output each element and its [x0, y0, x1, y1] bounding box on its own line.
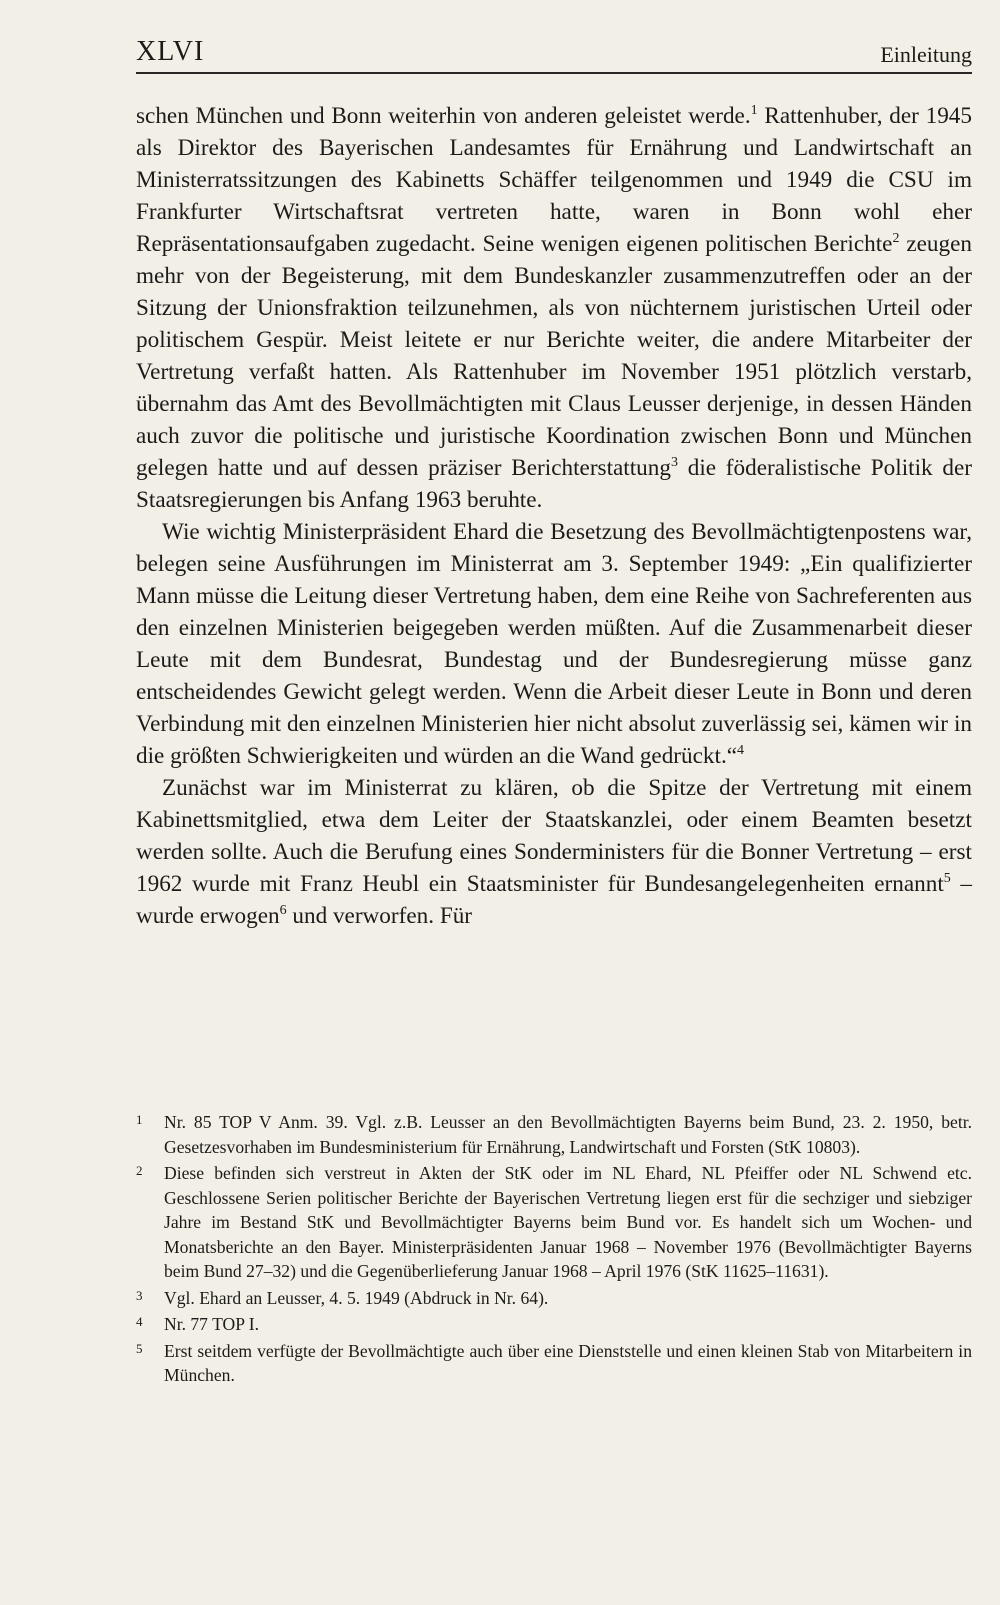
text-run: zeugen mehr von der Begeisterung, mit dem Bundeskanzler zusammenzutreffen oder an der Sitzung der Unionsfraktion teilzunehmen, als von nüchternem juristischen Urteil oder politischem Gespür. Meist leitete er nur Berichte weiter, die andere Mitarbeiter der Vertretung verfaßt hatten. Als Rattenhuber im November 1951 plötzlich verstarb, übernahm das Amt des Bevollmächtigten mit Claus Leusser derjenige, in dessen Händen auch zuvor die politische und juristische Koordination zwischen Bonn und München gelegen hatte und auf dessen präziser Berichterstattung: [136, 231, 972, 481]
main-text: [136, 100, 972, 932]
footnote-text: Diese befinden sich verstreut in Akten der StK oder im NL Ehard, NL Pfeiffer oder NL Schwend etc. Geschlossene Serien politischer Berichte der Bayerischen Vertretung liegen erst für die sechziger und siebziger Jahre im Bestand StK und Bevollmächtigter Bayerns beim Bund vor. Es handelt sich um Wochen- und Monatsberichte an den Bayer. Ministerpräsidenten Januar 1968 – November 1976 (Bevollmächtigter Bayerns beim Bund 27–32) und die Gegenüberlieferung Januar 1968 – April 1976 (StK 11625–11631).: [164, 1163, 972, 1281]
footnote-number: 1: [136, 1112, 143, 1127]
footnote-ref: 2: [892, 231, 900, 246]
running-head: Einleitung: [880, 42, 972, 67]
text-run: und verworfen. Für: [286, 903, 473, 929]
footnote-text: Erst seitdem verfügte der Bevollmächtigte auch über eine Dienststelle und einen kleinen Stab von Mitarbeitern in München.: [164, 1340, 972, 1385]
footnote-number: 2: [136, 1163, 143, 1178]
footnote-ref: 3: [670, 455, 678, 470]
text-run: – wurde erwogen: [136, 871, 972, 929]
footnote-text: Nr. 85 TOP V Anm. 39. Vgl. z.B. Leusser an den Bevollmächtigten Bayerns beim Bund, 23. 2. 1950, betr. Gesetzesvorhaben im Bundesministerium für Ernährung, Landwirtschaft und Forsten (StK 10803).: [164, 1112, 972, 1157]
footnote: [136, 1286, 972, 1311]
text-run: die föderalistische Politik der Staatsregierungen bis Anfang 1963 beruhte.: [136, 455, 972, 513]
page-header: [136, 28, 972, 74]
footnote-ref: 5: [943, 871, 951, 886]
text-run: Zunächst war im Ministerrat zu klären, ob die Spitze der Vertretung mit einem Kabinettsmitglied, etwa dem Leiter der Staatskanzlei, oder einem Beamten besetzt werden sollte. Auch die Berufung eines Sonderministers für die Bonner Vertretung – erst 1962 wurde mit Franz Heubl ein Staatsminister für Bundesangelegenheiten ernannt: [136, 775, 972, 897]
paragraph-2: [136, 516, 972, 772]
footnote: [136, 1110, 972, 1159]
paragraph-1: [136, 100, 972, 516]
footnote-ref: 4: [737, 743, 745, 758]
paragraph-3: [136, 772, 972, 932]
footnote-number: 3: [136, 1287, 143, 1303]
text-run: schen München und Bonn weiterhin von anderen geleistet werde.: [136, 103, 751, 129]
footnote-ref: 6: [279, 903, 287, 918]
footnotes: [136, 1110, 972, 1390]
footnote: [136, 1161, 972, 1284]
footnote: [136, 1312, 972, 1337]
footnote-number: 4: [136, 1314, 143, 1329]
text-run: Wie wichtig Ministerpräsident Ehard die Besetzung des Bevollmächtigtenpostens war, belegen seine Ausführungen im Ministerrat am 3. September 1949: „Ein qualifizierter Mann müsse die Leitung dieser Vertretung haben, dem eine Reihe von Sachreferenten aus den einzelnen Ministerien beigegeben werden müßten. Auf die Zusammenarbeit dieser Leute mit dem Bundesrat, Bundestag und der Bundesregierung müsse ganz entscheidendes Gewicht gelegt werden. Wenn die Arbeit dieser Leute in Bonn und deren Verbindung mit den einzelnen Ministerien hier nicht absolut zuverlässig sei, kämen wir in die größten Schwierigkeiten und würden an die Wand gedrückt.“: [136, 519, 972, 769]
footnote-text: Vgl. Ehard an Leusser, 4. 5. 1949 (Abdruck in Nr. 64).: [164, 1287, 549, 1308]
page-number: XLVI: [136, 36, 205, 67]
footnote: [136, 1339, 972, 1388]
footnote-ref: 1: [750, 103, 758, 118]
footnote-number: 5: [136, 1340, 143, 1356]
text-run: Rattenhuber, der 1945 als Direktor des Bayerischen Landesamtes für Ernährung und Landwirtschaft an Ministerratssitzungen des Kabinetts Schäffer teilgenommen und 1949 die CSU im Frankfurter Wirtschaftsrat vertreten hatte, waren in Bonn wohl eher Repräsentationsaufgaben zugedacht. Seine wenigen eigenen politischen Berichte: [136, 103, 972, 257]
footnote-text: Nr. 77 TOP I.: [164, 1314, 259, 1334]
